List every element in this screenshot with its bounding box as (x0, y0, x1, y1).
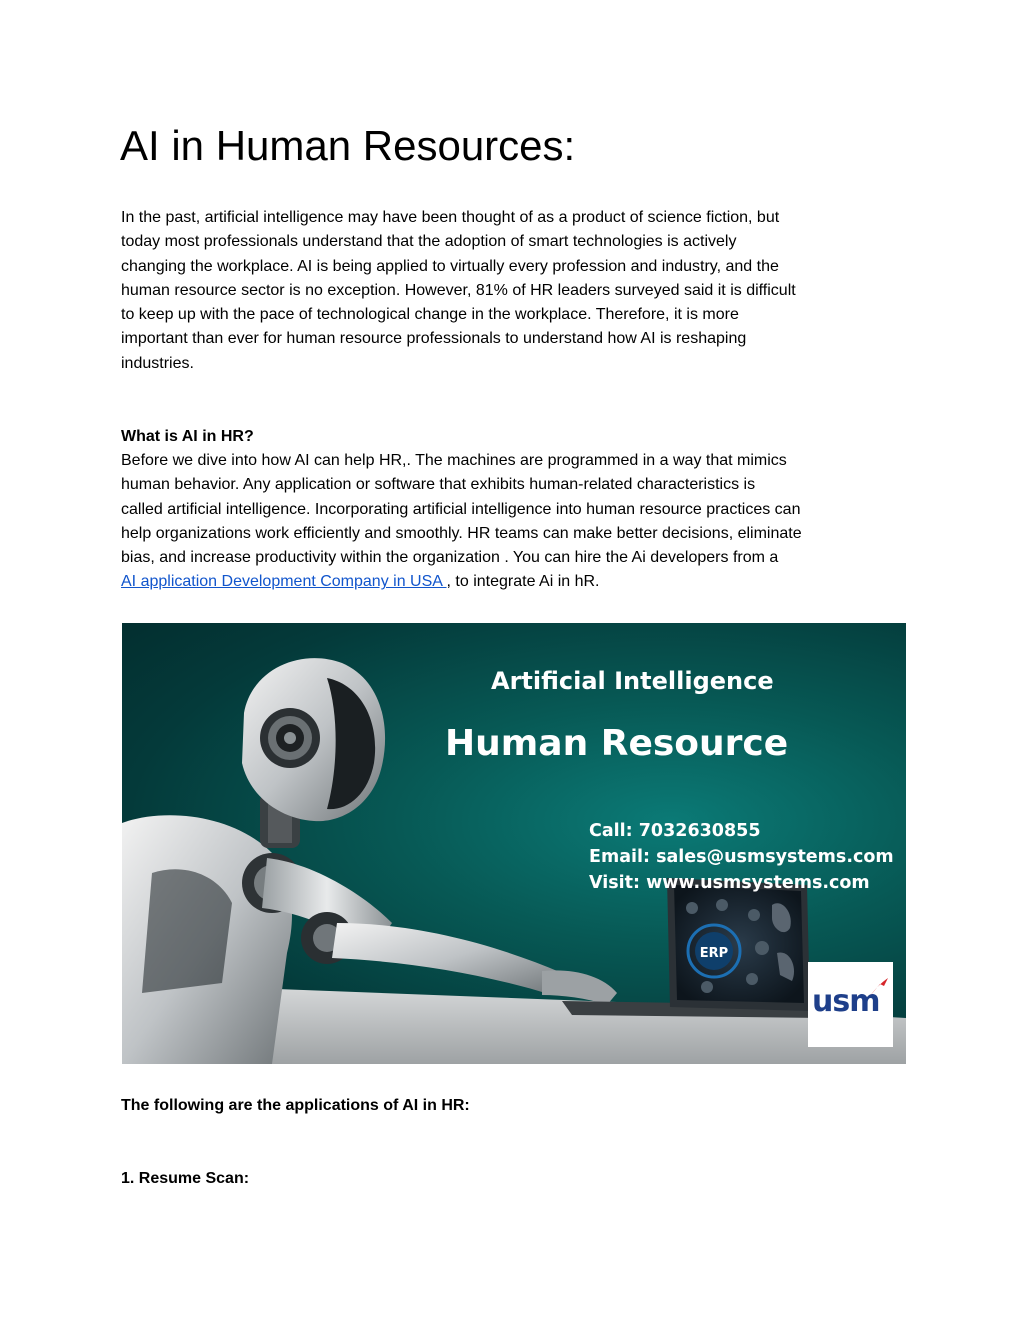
intro-line: changing the workplace. AI is being applied to virtually every profession and industry, and the (121, 257, 779, 275)
what-line: Before we dive into how AI can help HR,. The machines are programmed in a way that mimics (121, 452, 787, 469)
applications-heading: The following are the applications of AI in HR: (121, 1097, 470, 1114)
intro-line: today most professionals understand that the adoption of smart technologies is actively (121, 233, 737, 251)
intro-line: In the past, artificial intelligence may have been thought of as a product of science fiction, but (121, 209, 780, 226)
what-line: bias, and increase productivity within the organization . You can hire the Ai developers from a (121, 549, 779, 567)
usm-swoosh-icon (868, 976, 890, 998)
page-title: AI in Human Resources: (120, 122, 576, 169)
banner-call: Call: 7032630855 (589, 821, 761, 841)
intro-line: industries. (121, 354, 194, 372)
banner-line-1: Artificial Intelligence (491, 667, 774, 695)
intro-paragraph (121, 206, 911, 376)
after-link-text: , to integrate Ai in hR. (446, 573, 600, 591)
intro-line: to keep up with the pace of technological change in the workplace. Therefore, it is more (121, 306, 739, 324)
ai-hr-banner-image (122, 623, 906, 1064)
usm-logo-text: usm (812, 984, 880, 1019)
what-line: help organizations work efficiently and smoothly. HR teams can make better decisions, eliminate (121, 524, 802, 542)
banner-visit: Visit: www.usmsystems.com (589, 873, 870, 893)
usm-logo (808, 962, 893, 1047)
erp-screen-label: ERP (699, 946, 729, 961)
banner-line-2: Human Resource (445, 723, 789, 764)
resume-scan-heading: 1. Resume Scan: (121, 1170, 250, 1187)
what-line: human behavior. Any application or software that exhibits human-related characteristics is (121, 476, 756, 494)
what-line-with-link (121, 570, 911, 594)
intro-line: human resource sector is no exception. However, 81% of HR leaders surveyed said it is difficult (121, 281, 796, 299)
intro-line: important than ever for human resource professionals to understand how AI is reshaping (121, 330, 747, 348)
ai-development-company-link[interactable]: AI application Development Company in USA (121, 573, 447, 591)
banner-email: Email: sales@usmsystems.com (589, 847, 894, 867)
what-line: called artificial intelligence. Incorporating artificial intelligence into human resource practices can (121, 500, 801, 518)
what-is-ai-paragraph (121, 449, 911, 595)
what-is-ai-heading: What is AI in HR? (121, 428, 254, 445)
